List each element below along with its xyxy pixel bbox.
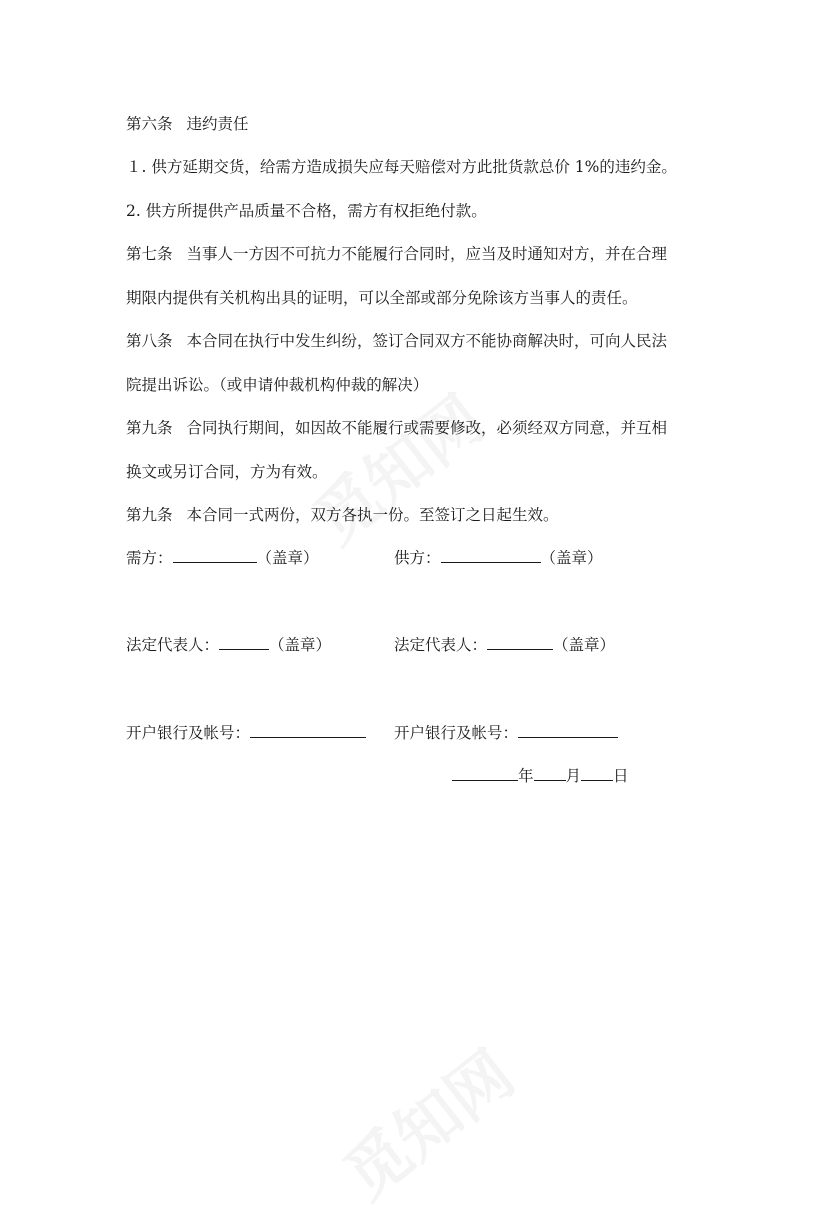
- rep-label: 法定代表人：: [126, 636, 220, 654]
- supplier-signature: [394, 546, 603, 570]
- day-label: 日: [613, 767, 629, 785]
- article-9a-line-2: 换文或另订合同，方为有效。: [126, 463, 328, 481]
- article-number: 第六条: [126, 115, 173, 133]
- article-number: 第九条: [126, 506, 173, 524]
- rep-blank: [487, 633, 553, 650]
- rep-blank: [219, 633, 269, 650]
- article-6-heading: [126, 112, 249, 136]
- article-9a-line-1: [126, 416, 667, 440]
- month-label: 月: [565, 767, 582, 785]
- article-text: 当事人一方因不可抗力不能履行合同时，应当及时通知对方，并在合理: [186, 245, 668, 263]
- buyer-seal: （盖章）: [256, 549, 319, 567]
- article-9b-line-1: [126, 503, 559, 527]
- supplier-seal: （盖章）: [540, 549, 603, 567]
- supplier-bank-account: [394, 721, 618, 745]
- article-7-line-1: [126, 242, 667, 266]
- rep-label: 法定代表人：: [394, 636, 488, 654]
- article-8-line-2: 院提出诉讼。（或申请仲裁机构仲裁的解决）: [126, 376, 429, 394]
- buyer-signature: [126, 546, 319, 570]
- month-blank: [534, 764, 566, 781]
- supplier-representative: [394, 633, 615, 657]
- buyer-blank: [173, 546, 257, 563]
- bank-label: 开户银行及帐号：: [126, 724, 251, 742]
- article-7-line-2: 期限内提供有关机构出具的证明，可以全部或部分免除该方当事人的责任。: [126, 289, 638, 307]
- article-number: 第七条: [126, 245, 173, 263]
- article-text: 本合同一式两份，双方各执一份。至签订之日起生效。: [186, 506, 559, 524]
- buyer-label: 需方：: [126, 549, 173, 567]
- rep-seal: （盖章）: [553, 636, 616, 654]
- day-blank: [581, 764, 613, 781]
- supplier-blank: [441, 546, 541, 563]
- buyer-bank-account: [126, 721, 366, 745]
- article-6-item-1: １. 供方延期交货，给需方造成损失应每天赔偿对方此批货款总价 1%的违约金。: [126, 158, 677, 176]
- bank-blank: [518, 721, 618, 738]
- supplier-label: 供方：: [394, 549, 441, 567]
- rep-seal: （盖章）: [269, 636, 332, 654]
- year-blank: [452, 764, 518, 781]
- article-6-item-2: 2. 供方所提供产品质量不合格，需方有权拒绝付款。: [126, 202, 487, 220]
- watermark-bottom: [322, 1026, 530, 1216]
- article-title: 违约责任: [186, 115, 249, 133]
- article-text: 本合同在执行中发生纠纷，签订合同双方不能协商解决时，可向人民法: [186, 332, 668, 350]
- article-number: 第八条: [126, 332, 173, 350]
- article-8-line-1: [126, 329, 667, 353]
- buyer-representative: [126, 633, 331, 657]
- article-text: 合同执行期间，如因故不能履行或需要修改，必须经双方同意，并互相: [186, 419, 668, 437]
- article-number: 第九条: [126, 419, 173, 437]
- bank-blank: [250, 721, 366, 738]
- date-line: [452, 764, 629, 788]
- year-label: 年: [518, 767, 534, 785]
- bank-label: 开户银行及帐号：: [394, 724, 519, 742]
